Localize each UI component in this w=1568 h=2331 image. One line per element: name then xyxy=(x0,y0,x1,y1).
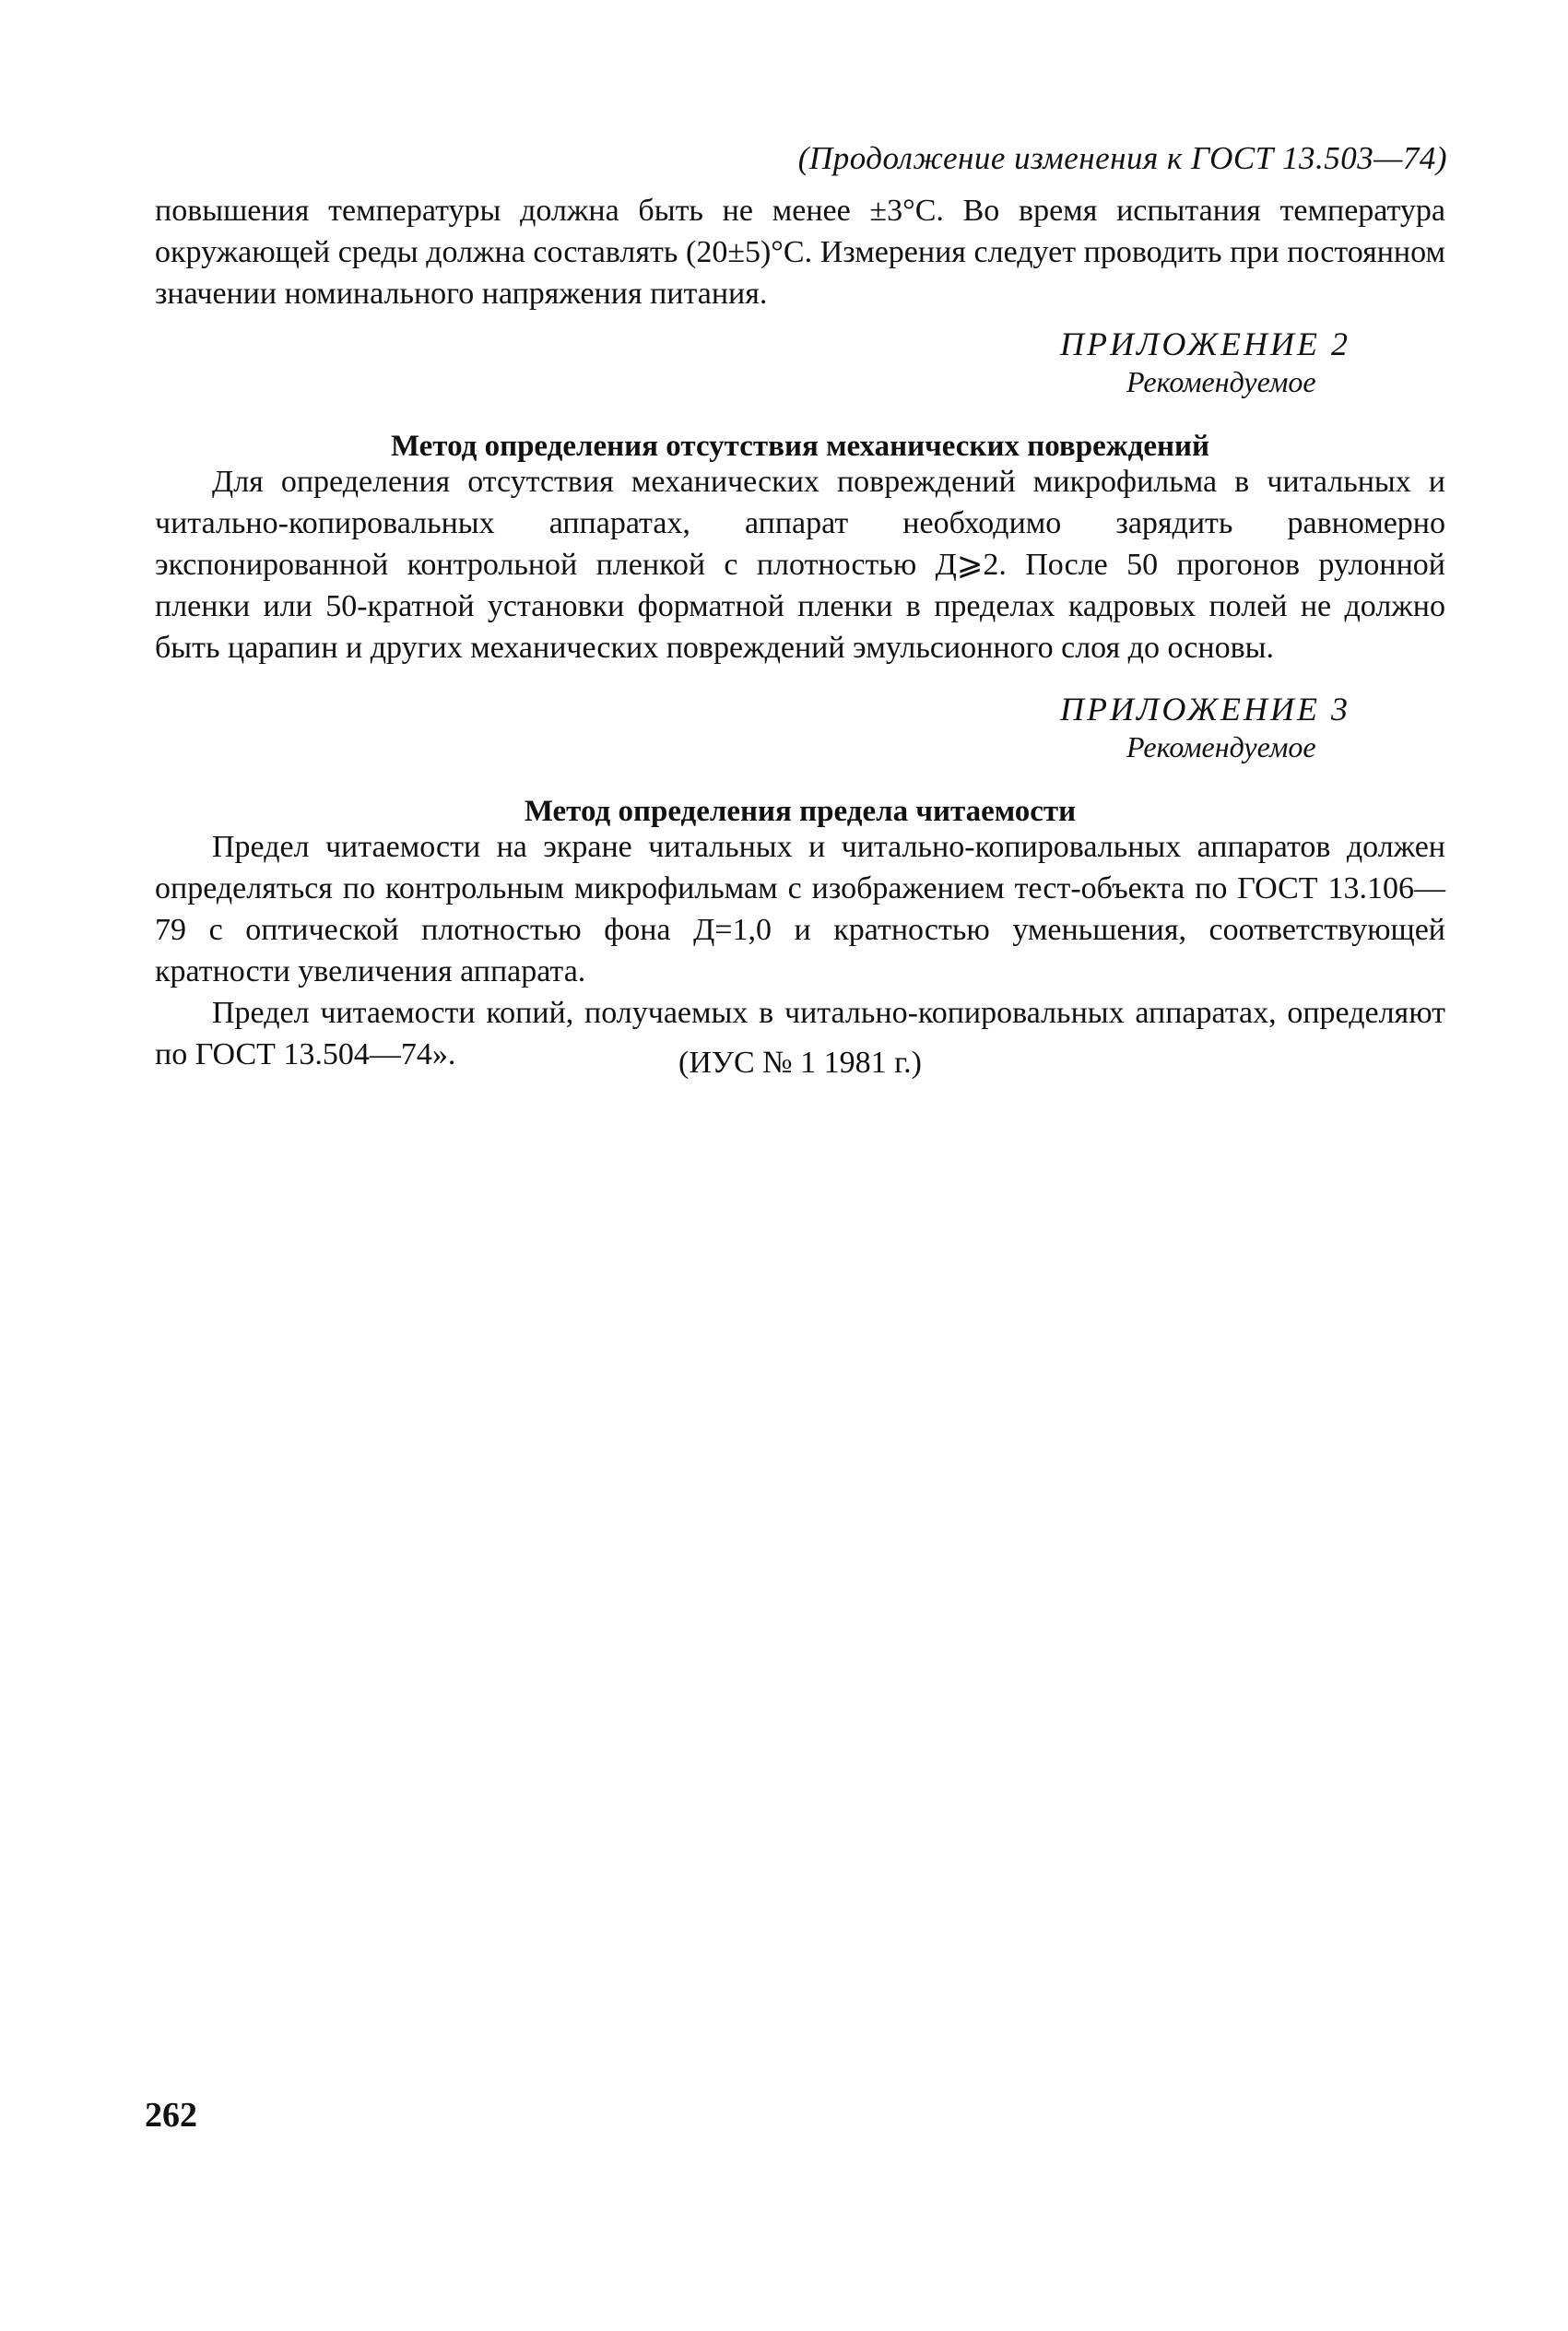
appendix-3-paragraph-2: Предел читаемости копий, получаемых в читально-копировальных аппаратах, определяют по ГОСТ 13.504—74». xyxy=(155,996,1445,1071)
appendix-2-label: ПРИЛОЖЕНИЕ 2 xyxy=(1060,325,1350,362)
source-note: (ИУС № 1 1981 г.) xyxy=(678,1046,922,1080)
appendix-3-paragraph-1: Предел читаемости на экране читальных и читально-копировальных аппаратов должен определяться по контрольным микрофильмам с изображением тест-объекта по ГОСТ 13.106—79 с оптической плотностью фона Д=1,0 и кратностью уменьшения, соответствующей кратности увеличения аппарата. xyxy=(155,830,1445,988)
appendix-3-status: Рекомендуемое xyxy=(1126,730,1316,763)
page-number: 262 xyxy=(145,2096,197,2135)
appendix-3-text xyxy=(155,826,1445,1075)
intro-paragraph: повышения температуры должна быть не менее ±3°С. Во время испытания температура окружающей среды должна составлять (20±5)°С. Измерения следует проводить при постоянном значении номинального напряжения питания. xyxy=(155,194,1445,311)
appendix-2-text xyxy=(155,461,1445,669)
appendix-2-status: Рекомендуемое xyxy=(1126,365,1316,398)
intro-text xyxy=(155,190,1445,314)
appendix-3-heading: Метод определения предела читаемости xyxy=(524,795,1077,828)
appendix-3-label: ПРИЛОЖЕНИЕ 3 xyxy=(1060,691,1350,728)
appendix-2-heading: Метод определения отсутствия механических повреждений xyxy=(390,430,1210,463)
appendix-2-paragraph: Для определения отсутствия механических повреждений микрофильма в читальных и читально-копировальных аппаратах, аппарат необходимо зарядить равномерно экспонированной контрольной пленкой с плотностью Д⩾2. После 50 прогонов рулонной пленки или 50-кратной установки форматной пленки в пределах кадровых полей не должно быть царапин и других механических повреждений эмульсионного слоя до основы. xyxy=(155,465,1445,665)
continuation-header: (Продолжение изменения к ГОСТ 13.503—74) xyxy=(797,140,1447,176)
